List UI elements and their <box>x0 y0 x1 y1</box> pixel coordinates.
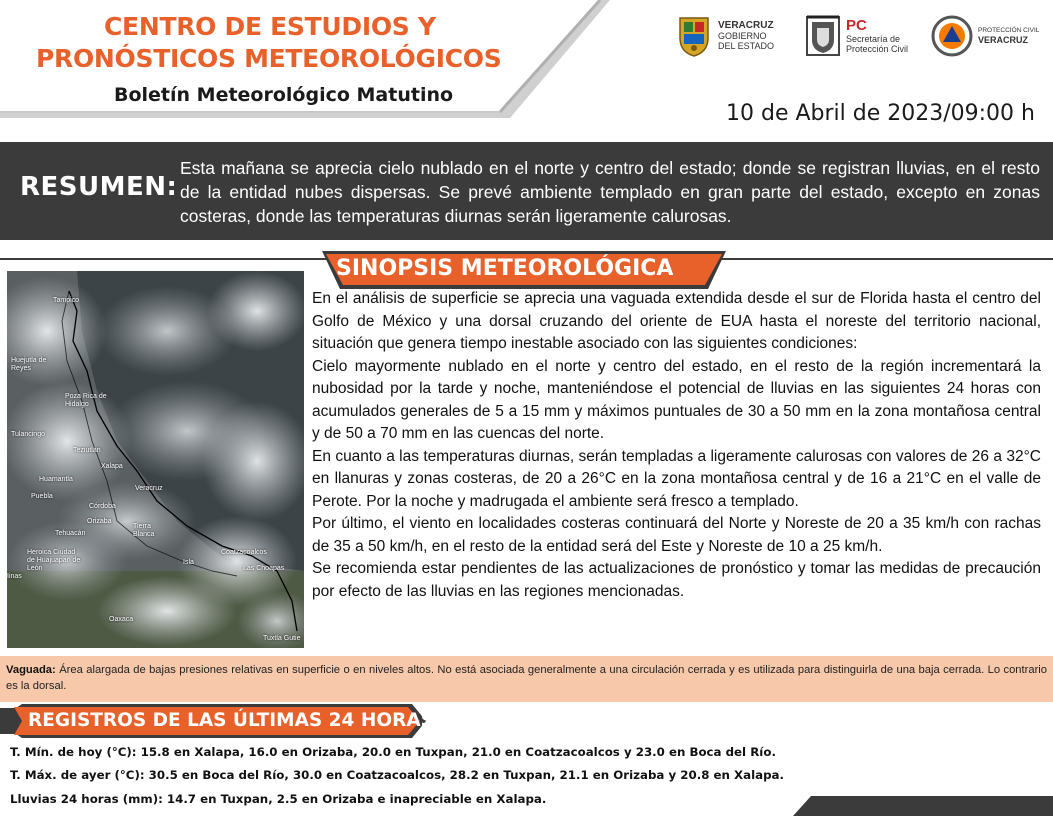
coat-of-arms-icon <box>676 14 712 58</box>
map-label-veracruz: Veracruz <box>135 485 163 492</box>
map-label-orizaba: Orizaba <box>87 518 112 525</box>
map-label-huajuapan: Heroica Ciudad de Huajuapan de León <box>27 549 81 572</box>
vaguada-term: Vaguada: <box>6 664 56 676</box>
map-label-puebla: Puebla <box>31 493 53 500</box>
bulletin-subtitle: Boletín Meteorológico Matutino <box>114 84 454 106</box>
registros-title: REGISTROS DE LAS ÚLTIMAS 24 HORAS <box>28 710 434 731</box>
map-label-tulancingo: Tulancingo <box>11 431 45 438</box>
veracruz-line-3: DEL ESTADO <box>718 41 775 51</box>
map-label-tuxtla: Tuxtla Gutie <box>263 635 301 642</box>
map-label-poza-rica: Poza Rica de Hidalgo <box>65 393 107 408</box>
logo-veracruz <box>676 14 774 58</box>
corner-decoration <box>793 796 1053 816</box>
satellite-background <box>7 271 304 648</box>
resumen-panel <box>0 142 1053 240</box>
sinopsis-paragraph: En el análisis de superficie se aprecia una vaguada extendida desde el sur de Florida hasta el centro del Golfo de México y una dorsal cruzando del oriente de EUA hasta el noreste del territorio nacional, situación que genera tiempo inestable asociado con las siguientes condiciones: <box>312 290 1041 352</box>
map-label-tehuacan: Tehuacán <box>55 530 86 537</box>
sinopsis-paragraph: Por último, el viento en localidades costeras continuará del Norte y Noreste de 20 a 35 km/h con rachas de 35 a 50 km/h, en el resto de la entidad será del Este y Noreste de 10 a 25 km/h. <box>312 515 1041 555</box>
resumen-text: Esta mañana se aprecia cielo nublado en el norte y centro del estado; donde se registran lluvias, en el resto de la entidad nubes dispersas. Se prevé ambiente templado en gran parte del estado, excepto en zonas costeras, donde las temperaturas diurnas serán ligeramente calurosas. <box>180 158 1040 226</box>
map-label-xalapa: Xalapa <box>101 463 123 470</box>
crest-icon <box>804 14 842 58</box>
map-label-tampico: Tampico <box>53 297 80 304</box>
map-label-huejutla: Huejutla de Reyes <box>11 357 47 372</box>
pc-line-2: Protección Civil <box>846 44 909 54</box>
pc-line-1: Secretaría de <box>846 34 901 44</box>
proteccion-line-1: PROTECCIÓN CIVIL <box>978 27 1040 34</box>
map-label-coatzacoalcos: Coatzacoalcos <box>221 549 267 556</box>
satellite-map-image <box>7 271 304 648</box>
map-label-teziutlan: Teziutlán <box>73 447 101 454</box>
map-label-tierra-blanca: Tierra Blanca <box>133 523 155 538</box>
map-label-las-choapas: Las Choapas <box>243 565 285 572</box>
registro-temp-min: T. Mín. de hoy (°C): 15.8 en Xalapa, 16.0 en Orizaba, 20.0 en Tuxpan, 21.0 en Coatzacoalcos y 23.0 en Boca del Río. <box>10 745 776 759</box>
pc-abbr: PC <box>846 17 867 34</box>
resumen-label: RESUMEN: <box>20 172 178 202</box>
registro-lluvias: Lluvias 24 horas (mm): 14.7 en Tuxpan, 2.5 en Orizaba e inapreciable en Xalapa. <box>10 792 547 806</box>
sinopsis-body <box>312 288 1041 603</box>
map-label-iinas: Iinas <box>7 573 22 580</box>
vaguada-definition: Área alargada de bajas presiones relativas en superficie o en niveles altos. No está asociada generalmente a una circulación cerrada y es utilizada para distinguirla de una baja cerrada. Lo contrario es la dorsal. <box>6 664 1048 692</box>
sinopsis-title: SINOPSIS METEOROLÓGICA <box>336 256 674 281</box>
veracruz-line-1: VERACRUZ <box>718 20 774 31</box>
map-label-isla: Isla <box>183 559 194 566</box>
sinopsis-paragraph: Se recomienda estar pendientes de las actualizaciones de pronóstico y tomar las medidas de precaución por efecto de las lluvias en las regiones mencionadas. <box>312 560 1041 600</box>
sinopsis-paragraph: Cielo mayormente nublado en el norte y centro del estado, en el resto de la región incrementará la nubosidad por la tarde y noche, manteniéndose el potencial de lluvias en las siguientes 24 horas con acumulados generales de 5 a 15 mm y máximos puntuales de 30 a 50 mm en la zona montañosa central y de 50 a 70 mm en las cuencas del norte. <box>312 357 1041 442</box>
veracruz-line-2: GOBIERNO <box>718 31 767 41</box>
proteccion-line-2: VERACRUZ <box>978 35 1029 45</box>
map-label-oaxaca: Oaxaca <box>109 616 134 623</box>
civil-protection-icon <box>930 14 974 58</box>
bulletin-date: 10 de Abril de 2023/09:00 h <box>726 101 1035 126</box>
title-line-1: CENTRO DE ESTUDIOS Y <box>104 12 436 41</box>
registro-temp-max: T. Máx. de ayer (°C): 30.5 en Boca del Río, 30.0 en Coatzacoalcos, 28.2 en Tuxpan, 21.1 en Orizaba y 20.8 en Xalapa. <box>10 768 784 782</box>
map-label-cordoba: Córdoba <box>89 503 116 510</box>
vaguada-definition-box <box>0 656 1053 702</box>
title-line-2: PRONÓSTICOS METEOROLÓGICOS <box>36 44 502 73</box>
logo-proteccion-civil <box>930 14 1039 58</box>
logo-pc <box>804 14 908 58</box>
sinopsis-paragraph: En cuanto a las temperaturas diurnas, serán templadas a ligeramente calurosas con valores de 26 a 32°C en llanuras y zonas costeras, de 20 a 26°C en la zona montañosa central y de 16 a 21°C en el valle de Perote. Por la noche y madrugada el ambiente será fresco a templado. <box>312 447 1041 510</box>
map-label-huamantla: Huamantla <box>39 476 73 483</box>
